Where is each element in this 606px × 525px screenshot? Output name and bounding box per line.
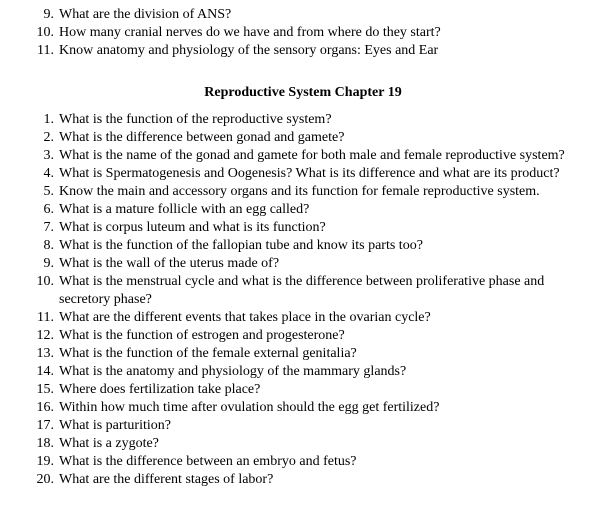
list-item (0, 111, 606, 129)
item-text: What is Spermatogenesis and Oogenesis? What is its difference and what are its product? (59, 166, 560, 181)
list-item (0, 471, 606, 489)
item-text: Within how much time after ovulation should the egg get fertilized? (59, 400, 440, 415)
list-item (0, 165, 606, 183)
item-text: Know anatomy and physiology of the sensory organs: Eyes and Ear (59, 43, 439, 58)
item-text: What is corpus luteum and what is its function? (59, 220, 326, 235)
item-text: What are the different stages of labor? (59, 472, 274, 487)
list-item (0, 147, 606, 165)
item-text: What is a zygote? (59, 436, 159, 451)
item-number: 2. (43, 130, 54, 145)
item-number: 9. (43, 256, 54, 271)
list-item (0, 309, 606, 327)
list-item (0, 453, 606, 471)
item-number: 8. (43, 238, 54, 253)
item-text: What is the anatomy and physiology of the mammary glands? (59, 364, 407, 379)
item-number: 15. (36, 382, 54, 397)
item-number: 18. (36, 436, 54, 451)
item-number: 12. (36, 328, 54, 343)
list-item (0, 345, 606, 363)
list-item (0, 327, 606, 345)
item-number: 10. (36, 274, 54, 289)
list-item (0, 24, 606, 42)
item-text: How many cranial nerves do we have and from where do they start? (59, 25, 441, 40)
item-text: What is the wall of the uterus made of? (59, 256, 280, 271)
item-number: 11. (37, 310, 54, 325)
item-text: What is the function of the fallopian tube and know its parts too? (59, 238, 423, 253)
item-text: What is the function of the female external genitalia? (59, 346, 357, 361)
item-text: What is the difference between an embryo and fetus? (59, 454, 357, 469)
item-text: What is the menstrual cycle and what is the difference between proliferative phase and secretory phase? (59, 274, 545, 307)
list-item (0, 255, 606, 273)
item-number: 13. (36, 346, 54, 361)
item-text: What is a mature follicle with an egg called? (59, 202, 310, 217)
list-item (0, 363, 606, 381)
item-number: 20. (36, 472, 54, 487)
item-number: 1. (43, 112, 54, 127)
item-text: Where does fertilization take place? (59, 382, 261, 397)
list-item (0, 6, 606, 24)
item-number: 17. (36, 418, 54, 433)
list-item (0, 42, 606, 60)
item-text: What is parturition? (59, 418, 171, 433)
list-item (0, 273, 606, 309)
list-item (0, 201, 606, 219)
list-item (0, 381, 606, 399)
item-number: 3. (43, 148, 54, 163)
list-item (0, 435, 606, 453)
item-text: What is the name of the gonad and gamete for both male and female reproductive system? (59, 148, 565, 163)
list-item (0, 219, 606, 237)
item-number: 10. (36, 25, 54, 40)
list-item (0, 129, 606, 147)
item-number: 7. (43, 220, 54, 235)
list-item (0, 183, 606, 201)
item-text: Know the main and accessory organs and its function for female reproductive system. (59, 184, 540, 199)
item-text: What are the division of ANS? (59, 7, 232, 22)
question-list-reproductive-system (0, 111, 606, 489)
item-number: 14. (36, 364, 54, 379)
list-item (0, 237, 606, 255)
list-item (0, 417, 606, 435)
item-number: 16. (36, 400, 54, 415)
item-number: 19. (36, 454, 54, 469)
item-text: What are the different events that takes place in the ovarian cycle? (59, 310, 431, 325)
item-number: 11. (37, 43, 54, 58)
item-number: 6. (43, 202, 54, 217)
item-text: What is the function of the reproductive system? (59, 112, 332, 127)
item-text: What is the function of estrogen and progesterone? (59, 328, 345, 343)
question-list-nervous-system (0, 6, 606, 60)
section-heading: Reproductive System Chapter 19 (204, 85, 402, 100)
item-number: 9. (43, 7, 54, 22)
item-text: What is the difference between gonad and gamete? (59, 130, 345, 145)
item-number: 5. (43, 184, 54, 199)
item-number: 4. (43, 166, 54, 181)
list-item (0, 399, 606, 417)
